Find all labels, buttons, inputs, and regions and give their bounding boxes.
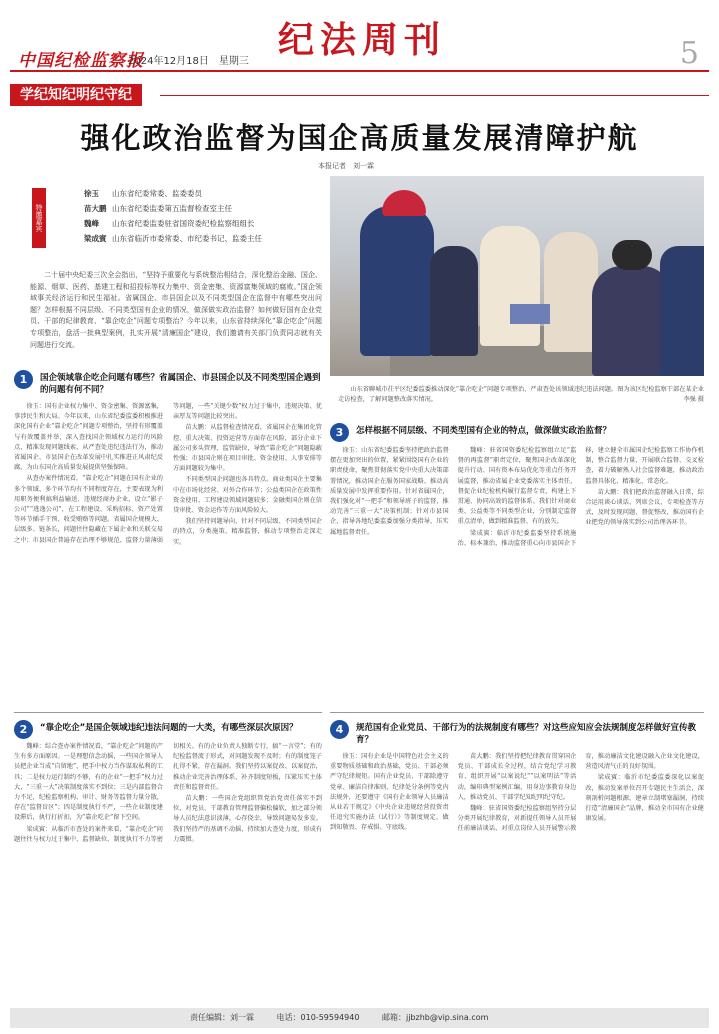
body-paragraph: 梁成賓：从临沂市查处的案件来看，“靠企吃企”问题往往与权力过于集中、监督缺位、制度执行不力等密切相关。有的企业负责人独断专行，搞“一言堂”；有的纪检监督流于形式，对问题发现不及时；有的制度笼子扎得不紧，存在漏洞。我们坚持以案促改、以案促治，推动企业完善治理体系，补齐制度短板，压紧压实主体责任和监督责任。	[14, 743, 322, 843]
intro-paragraph: 二十届中央纪委三次全会指出，“坚持予重要化与系统整治相结合，深化整治金融、国企、能源、烟草、医药、基建工程和招投标等权力集中、资金密集、资源富集领域的腐败。”国企领域事关经济运行和民生福祉。省属国企、市县国企以及不同类型国企在监督中有哪些突出问题？怎样根据不同层级、不同类型国有企业的情况，做深做实政治监督？如何做好国有企业党员、干部的纪律教育、“靠企吃企”问题专项整治？今年以来，山东省持续深化“靠企吃企”问题专项整治，盘活一批典型案例，扎实开展“清廉国企”建设，我们邀请有关部门负责同志就有关问题进行交流。	[30, 271, 322, 349]
column-tag: 学纪知纪明纪守纪	[10, 84, 142, 106]
body-paragraph: 梁成賓：临沂市纪委监委坚持系统施治、标本兼治，推动监督重心向市县国企下移，建立健全市属国企纪检监察工作协作机制，整合监督力量，开展联合监督、交叉检查，着力破解熟人社会监督难题，推动政治监督具体化、精准化、常态化。	[457, 447, 704, 547]
body-paragraph: 从查办案件情况看，“靠企吃企”问题在国有企业的多个领域、多个环节均有不同程度存在，主要表现为利用职务便利搞利益输送、违规经商办企业、设立“影子公司”“逃逸公司”，在工程建设、采购招标、资产处置等环节插手干预、收受贿赂等问题。省属国企规模大、层级多、链条长，问题往往隐藏在下属企业和关联交易之中；市县国企普遍存在治理不够规范、监督力量薄弱等问题，一些“关键少数”权力过于集中，违规决策、优亲厚友等问题比较突出。	[14, 403, 322, 544]
section-heading	[14, 372, 322, 396]
guest-title: 山东省临沂市委常委、市纪委书记、监委主任	[112, 234, 262, 243]
byline: 本报记者 刘一霖	[318, 162, 374, 170]
footer-phone: 电话：010-59594940	[276, 1013, 360, 1022]
section-number-badge: 1	[14, 370, 33, 389]
photo-credit: 李强 摄	[683, 396, 704, 403]
caption-text: 山东省聊城市茌平区纪委监委推动深化“靠企吃企”问题专项整治，严肃查处该领域违纪违法问题。图为该区纪检监察干部在某企业走访检查，了解问题整改落实情况。	[338, 386, 704, 403]
page-number: 5	[679, 36, 699, 71]
guest-tag: 特邀嘉宾	[32, 188, 46, 248]
issue-date: 2024年12月18日 星期三	[128, 56, 249, 67]
body-paragraph: 不同类型国企问题也各具特点。商业类国企主要集中在市场化经营、对外合作环节；公益类国企在政策性资金使用、工程建设领域问题较多；金融类国企则在信贷审批、资金运作等方面风险较大。	[173, 476, 322, 515]
section-number-badge: 4	[330, 720, 349, 739]
section-divider	[14, 712, 322, 713]
section-body	[14, 402, 322, 707]
section-heading	[330, 425, 704, 437]
body-paragraph: 我们坚持问题导向，针对不同层级、不同类型国企的特点，分类施策、精准监督，推动专项整治走深走实。	[173, 518, 322, 546]
section-question: 国企领域靠企吃企问题有哪些？省属国企、市县国企以及不同类型国企遇到的问题有何不同？	[40, 373, 321, 395]
page-footer	[10, 1008, 709, 1028]
body-paragraph: 魏峰：综合查办案件情况看，“靠企吃企”问题的产生有多方面原因。一是理想信念动摇，一些国企领导人员把企业当成“自留地”，把手中权力当作谋取私利的工具；二是权力运行制约不够，有的企业“一把手”权力过大，“三重一大”决策制度落实不到位；三是内部监督合力不足，纪检监察机构、审计、财务等监督力量分散，存在“监督盲区”；四是制度执行不严，一些企业制度建设滞后，执行打折扣，为“靠企吃企”留下空间。	[14, 743, 163, 822]
guest-title: 山东省纪委监委第五监督检查室主任	[112, 204, 232, 213]
masthead	[10, 6, 709, 72]
section-question: “靠企吃企”是国企领域违纪违法问题的一大类，有哪些深层次原因？	[40, 723, 298, 733]
section-heading	[14, 722, 322, 734]
guest-name: 徐玉	[84, 189, 99, 198]
body-paragraph: 苗大鹏：从监督检查情况看，省属国企在集团化管控、重大决策、投资运营等方面存在风险，部分企业下属公司多头管理、监管缺位，导致“靠企吃企”问题隐蔽性强；市县国企则在项目审批、资金使用、人事安排等方面问题较为集中。	[173, 424, 322, 473]
body-paragraph: 苗大鹏：我们把政治监督融入日常，综合运用谈心谈话、列席会议、专项检查等方式，及时发现问题、督促整改，推动国有企业把党的领导落实到公司治理各环节。	[585, 488, 704, 527]
guest-name: 梁成賓	[84, 234, 107, 243]
guest-title: 山东省纪委常委、监委委员	[112, 189, 202, 198]
photo-caption	[338, 385, 704, 405]
guest-list	[84, 186, 262, 246]
column-divider	[160, 95, 709, 96]
guest-item	[84, 201, 262, 216]
guest-item	[84, 231, 262, 246]
guest-item	[84, 186, 262, 201]
guest-title: 山东省纪委监委驻省国资委纪检监察组组长	[112, 219, 255, 228]
section-number-badge: 2	[14, 720, 33, 739]
headline: 强化政治监督为国企高质量发展清障护航	[80, 121, 639, 155]
section-heading	[330, 722, 704, 746]
guest-name: 苗大鹏	[84, 204, 107, 213]
section-divider	[330, 712, 704, 713]
footer-email: 邮箱：jjbzhb@vip.sina.com	[381, 1013, 489, 1022]
body-paragraph: 苗大鹏：我们坚持把纪律教育贯穿国企党员、干部成长全过程，结合党纪学习教育，组织开展“以案说纪”“以案明法”等活动，编印典型案例汇编，用身边事教育身边人，推动党员、干部学纪知纪明纪守纪。	[457, 753, 577, 801]
body-paragraph: 徐玉：国有企业是中国特色社会主义的重要物质基础和政治基础，党员、干部必须严守纪律规矩。国有企业党员、干部除遵守党章、廉洁自律准则、纪律处分条例等党内法规外，还要遵守《国有企业领导人员廉洁从业若干规定》《中央企业违规经营投资责任追究实施办法（试行）》等制度规定，做到知敬畏、存戒惧、守底线。	[330, 753, 449, 832]
section-body	[14, 742, 322, 1000]
body-paragraph: 魏峰：驻省国资委纪检监察组立足“监督的再监督”职责定位，聚焦国企改革深化提升行动、国有资本布局优化等重点任务开展监督，推动省属企业党委落实主体责任，督促企业纪检机构履行监督专责，构建上下贯通、协同高效的监督体系。我们针对商业类、公益类等不同类型企业，分别制定监督重点清单，做到精准监督、有的放矢。	[457, 447, 577, 526]
body-paragraph: 梁成賓：临沂市纪委监委深化以案促改，推动发案单位召开专题民主生活会，深刻剖析问题根源，建章立制堵塞漏洞，持续打造“清廉国企”品牌，推动全市国有企业健康发展。	[585, 774, 704, 823]
guest-item	[84, 216, 262, 231]
body-paragraph: 魏峰：驻省国资委纪检监察组坚持分层分类开展纪律教育，对新提任领导人员开展任前廉洁谈话，对重点岗位人员开展警示教育，推动廉洁文化建设融入企业文化建设，营造风清气正的良好氛围。	[457, 753, 704, 833]
newspaper-logo: 中国纪检监察报	[18, 51, 144, 71]
footer-editor: 责任编辑：刘一霖	[190, 1013, 254, 1022]
body-paragraph: 徐玉：国有企业权力集中、资金密集、资源富集，事涉民生和大局。今年以来，山东省纪委监委积极推进深化国有企业“靠企吃企”问题专项整治，坚持有形覆盖与有效覆盖并举，深入查找国企领域权力运行的风险点，精准发现问题线索，从严查处违纪违法行为，推动省属国企、市县国企在改革发展中扎实推进正风肃纪反腐，为山东国企高质量发展提供坚强保障。	[14, 403, 163, 472]
section-body	[330, 446, 704, 708]
section-number-badge: 3	[330, 423, 349, 442]
body-paragraph: 徐玉：山东省纪委监委坚持把政治监督摆在更加突出的位置，紧紧围绕国有企业的职责使命，聚焦贯彻落实党中央重大决策部署情况，推动国企在服务国家战略、推动高质量发展中发挥重要作用。针对省属国企，我们强化对“一把手”和领导班子的监督，推动完善“三重一大”决策机制；针对市县国企，指导各地纪委监委加强分类指导，压实属地监督责任。	[330, 447, 449, 536]
body-paragraph: 苗大鹏：一些国企党组织管党治党责任落实不到位，对党员、干部教育管理监督偏松偏软，加之部分领导人员纪法意识淡薄，心存侥幸，导致问题易发多发。我们坚持严的基调不动摇，持续加大查处力度，形成有力震慑。	[173, 795, 322, 843]
guest-name: 魏峰	[84, 219, 99, 228]
section-title: 纪法周刊	[278, 20, 447, 61]
section-question: 规范国有企业党员、干部行为的法规制度有哪些？对这些应知应会法规制度怎样做好宣传教育？	[356, 723, 697, 745]
news-photo	[330, 176, 704, 376]
section-body	[330, 752, 704, 1000]
guest-box	[22, 180, 322, 270]
section-question: 怎样根据不同层级、不同类型国有企业的特点，做深做实政治监督？	[356, 426, 612, 436]
